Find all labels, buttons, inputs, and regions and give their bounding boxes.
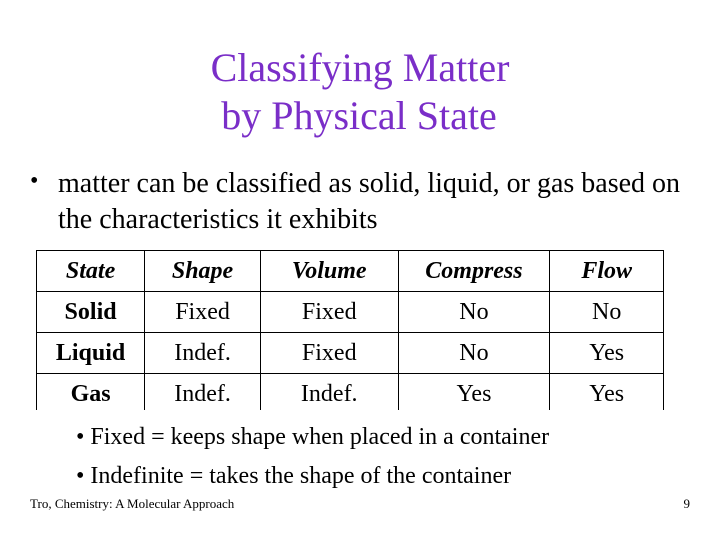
cell-flow: Yes [550, 333, 664, 374]
cell-state: Solid [37, 292, 145, 333]
title-line-1: Classifying Matter [210, 45, 510, 90]
cell-flow: No [550, 292, 664, 333]
table-row [37, 333, 664, 374]
bullet-marker: • [30, 168, 39, 194]
cell-shape: Indef. [145, 333, 261, 374]
cell-compress: No [398, 333, 550, 374]
cell-state: Gas [37, 374, 145, 411]
cell-volume: Fixed [260, 333, 398, 374]
cell-shape: Fixed [145, 292, 261, 333]
cell-compress: No [398, 292, 550, 333]
table-row [37, 292, 664, 333]
footer-source: Tro, Chemistry: A Molecular Approach [30, 496, 235, 511]
note-indefinite: • Indefinite = takes the shape of the container [76, 463, 512, 489]
slide-title [0, 44, 720, 140]
note-fixed: • Fixed = keeps shape when placed in a container [76, 424, 550, 450]
page-number: 9 [683, 496, 690, 511]
cell-volume: Indef. [260, 374, 398, 411]
cell-flow: Yes [550, 374, 664, 411]
header-flow: Flow [550, 251, 664, 292]
table-header-row [37, 251, 664, 292]
cell-state: Liquid [37, 333, 145, 374]
title-line-2: by Physical State [221, 93, 497, 138]
cell-shape: Indef. [145, 374, 261, 411]
table-row [37, 374, 664, 411]
header-shape: Shape [145, 251, 261, 292]
header-state: State [37, 251, 145, 292]
header-compress: Compress [398, 251, 550, 292]
bullet-text: matter can be classified as solid, liquid, or gas based on the characteristics it exhibits [58, 168, 681, 235]
states-table-wrapper [36, 250, 664, 410]
header-volume: Volume [260, 251, 398, 292]
cell-volume: Fixed [260, 292, 398, 333]
states-table [36, 250, 664, 410]
cell-compress: Yes [398, 374, 550, 411]
